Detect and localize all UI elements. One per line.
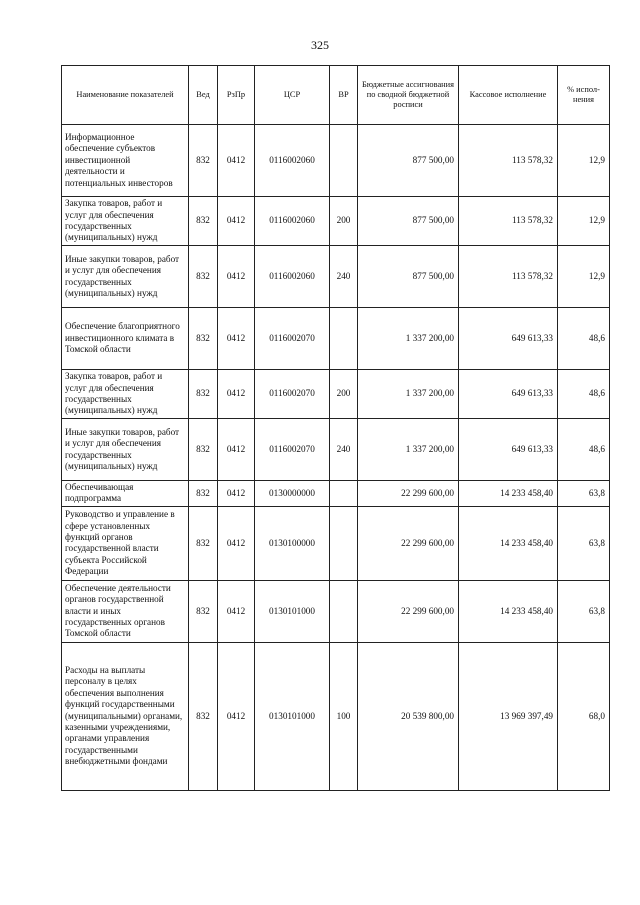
row-name: Закупка товаров, работ и услуг для обеспечения государственных (муниципальных) нужд (62, 370, 189, 419)
row-rzpr: 0412 (218, 370, 255, 419)
row-csr: 0116002070 (255, 308, 330, 370)
row-name: Иные закупки товаров, работ и услуг для обеспечения государственных (муниципальных) нужд (62, 419, 189, 481)
header-name: Наименование показателей (62, 66, 189, 125)
row-rzpr: 0412 (218, 308, 255, 370)
row-vr (330, 580, 358, 642)
row-cash: 113 578,32 (459, 197, 558, 246)
row-name: Расходы на выплаты персоналу в целях обеспечения выполнения функций государственными (муниципальными) органами, казенными учреждениями, органами управления государственными внебюджетными фондами (62, 642, 189, 790)
row-vr: 240 (330, 419, 358, 481)
row-budget: 22 299 600,00 (358, 506, 459, 580)
row-ved: 832 (189, 197, 218, 246)
row-percent: 48,6 (558, 370, 610, 419)
row-percent: 48,6 (558, 308, 610, 370)
table-row (62, 419, 610, 481)
row-name: Иные закупки товаров, работ и услуг для обеспечения государственных (муниципальных) нужд (62, 246, 189, 308)
row-csr: 0116002060 (255, 125, 330, 197)
row-cash: 14 233 458,40 (459, 580, 558, 642)
row-budget: 20 539 800,00 (358, 642, 459, 790)
table-row (62, 481, 610, 507)
row-name: Обеспечение деятельности органов государственной власти и иных государственных органов Томской области (62, 580, 189, 642)
row-rzpr: 0412 (218, 197, 255, 246)
row-csr: 0116002070 (255, 370, 330, 419)
table-row (62, 197, 610, 246)
table-row (62, 125, 610, 197)
row-vr: 100 (330, 642, 358, 790)
row-ved: 832 (189, 125, 218, 197)
header-ved: Вед (189, 66, 218, 125)
budget-table (61, 65, 610, 791)
row-rzpr: 0412 (218, 580, 255, 642)
row-budget: 877 500,00 (358, 246, 459, 308)
header-rzpr: РзПр (218, 66, 255, 125)
row-cash: 649 613,33 (459, 308, 558, 370)
row-budget: 1 337 200,00 (358, 419, 459, 481)
row-ved: 832 (189, 308, 218, 370)
table-row (62, 642, 610, 790)
row-budget: 877 500,00 (358, 125, 459, 197)
page-number: 325 (311, 38, 329, 52)
row-percent: 12,9 (558, 197, 610, 246)
row-budget: 22 299 600,00 (358, 481, 459, 507)
row-vr: 200 (330, 370, 358, 419)
row-ved: 832 (189, 642, 218, 790)
row-vr (330, 125, 358, 197)
table-row (62, 246, 610, 308)
row-budget: 1 337 200,00 (358, 370, 459, 419)
row-percent: 63,8 (558, 580, 610, 642)
row-rzpr: 0412 (218, 642, 255, 790)
table-row (62, 506, 610, 580)
row-percent: 68,0 (558, 642, 610, 790)
row-vr (330, 308, 358, 370)
row-budget: 1 337 200,00 (358, 308, 459, 370)
row-budget: 877 500,00 (358, 197, 459, 246)
row-ved: 832 (189, 580, 218, 642)
row-csr: 0116002070 (255, 419, 330, 481)
table-row (62, 580, 610, 642)
row-vr (330, 481, 358, 507)
row-rzpr: 0412 (218, 419, 255, 481)
table-header-row (62, 66, 610, 125)
row-name: Обеспечивающая подпрограмма (62, 481, 189, 507)
row-cash: 113 578,32 (459, 246, 558, 308)
header-budget: Бюджетные ассигнования по сводной бюджетной росписи (358, 66, 459, 125)
row-csr: 0130100000 (255, 506, 330, 580)
header-cash: Кассовое исполнение (459, 66, 558, 125)
row-name: Закупка товаров, работ и услуг для обеспечения государственных (муниципальных) нужд (62, 197, 189, 246)
row-vr: 200 (330, 197, 358, 246)
row-name: Информационное обеспечение субъектов инвестиционной деятельности и потенциальных инвесторов (62, 125, 189, 197)
row-percent: 12,9 (558, 125, 610, 197)
row-cash: 14 233 458,40 (459, 481, 558, 507)
header-vr: ВР (330, 66, 358, 125)
header-csr: ЦСР (255, 66, 330, 125)
row-ved: 832 (189, 419, 218, 481)
row-cash: 14 233 458,40 (459, 506, 558, 580)
row-name: Обеспечение благоприятного инвестиционного климата в Томской области (62, 308, 189, 370)
row-ved: 832 (189, 370, 218, 419)
row-rzpr: 0412 (218, 125, 255, 197)
row-csr: 0130101000 (255, 580, 330, 642)
row-csr: 0130000000 (255, 481, 330, 507)
row-cash: 113 578,32 (459, 125, 558, 197)
row-csr: 0130101000 (255, 642, 330, 790)
row-csr: 0116002060 (255, 197, 330, 246)
row-cash: 649 613,33 (459, 419, 558, 481)
row-csr: 0116002060 (255, 246, 330, 308)
row-percent: 12,9 (558, 246, 610, 308)
row-vr (330, 506, 358, 580)
row-percent: 63,8 (558, 506, 610, 580)
row-ved: 832 (189, 481, 218, 507)
row-name: Руководство и управление в сфере установленных функций органов государственной власти субъекта Российской Федерации (62, 506, 189, 580)
row-rzpr: 0412 (218, 246, 255, 308)
row-ved: 832 (189, 246, 218, 308)
row-rzpr: 0412 (218, 506, 255, 580)
row-budget: 22 299 600,00 (358, 580, 459, 642)
header-percent: % испол- нения (558, 66, 610, 125)
table-row (62, 308, 610, 370)
row-vr: 240 (330, 246, 358, 308)
row-percent: 63,8 (558, 481, 610, 507)
row-cash: 649 613,33 (459, 370, 558, 419)
row-ved: 832 (189, 506, 218, 580)
row-percent: 48,6 (558, 419, 610, 481)
row-cash: 13 969 397,49 (459, 642, 558, 790)
table-row (62, 370, 610, 419)
row-rzpr: 0412 (218, 481, 255, 507)
